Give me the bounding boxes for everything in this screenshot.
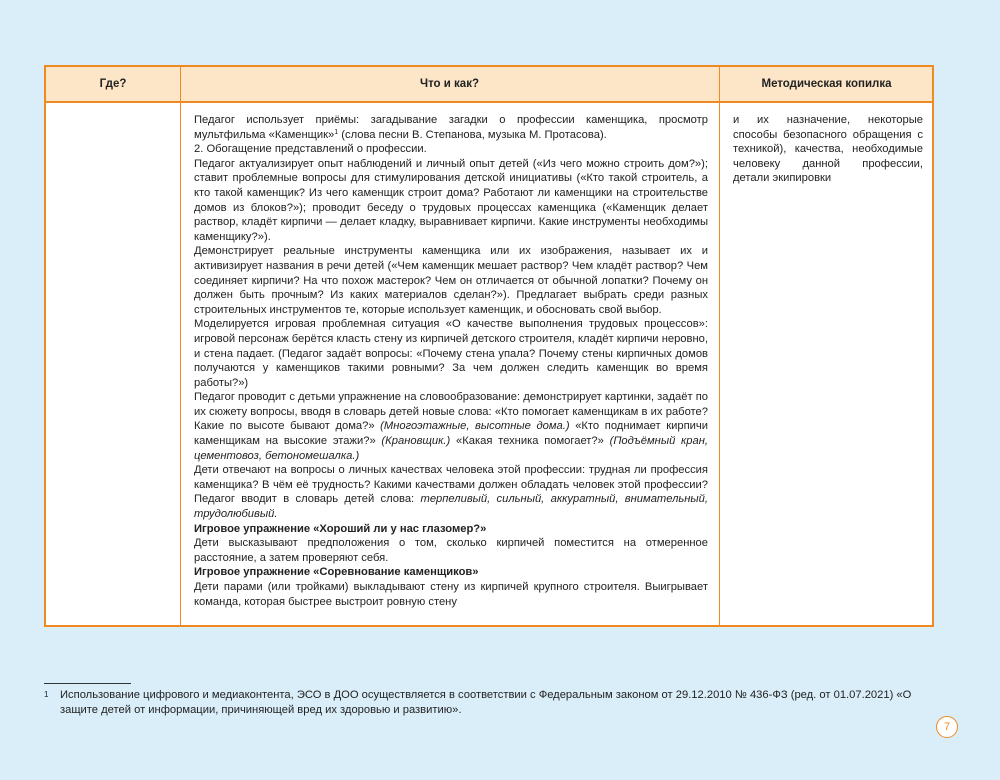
footnote bbox=[44, 688, 934, 717]
cell-what-how bbox=[194, 113, 708, 609]
footnote-number: 1 bbox=[44, 690, 49, 699]
footnote-text: Использование цифрового и медиаконтента, ЭСО в ДОО осуществляется в соответствии с Федеральным законом от 29.12.2010 № 436-ФЗ (ред. от 01.07.2021) «О защите детей от информации, причиняющей вред их здоровью и развитию». bbox=[60, 689, 912, 716]
method-text: и их назначение, некоторые способы безопасного обращения с техникой), качества, необходимые человеку данной профессии, детали экипировки bbox=[733, 114, 923, 185]
header-where: Где? bbox=[99, 78, 127, 90]
activity-table bbox=[44, 65, 934, 627]
footnote-ref: 1 bbox=[334, 128, 339, 136]
paragraph: Педагог актуализирует опыт наблюдений и личный опыт детей («Из чего можно строить дом?»); ставит проблемные вопросы для стимулирования детской инициативы («Кто такой строитель, а кто такой каменщик? Из чего каменщик строит дома? Работают ли каменщики на строительстве домов из блоков?»); проводит беседу о трудовых процессах каменщика («Каменщик делает раствор, кладёт кирпичи — делает кладку, выравнивает кирпичи. Какие инструменты необходимы каменщику?»). bbox=[194, 157, 708, 243]
page-number: 7 bbox=[936, 716, 958, 738]
paragraph: Демонстрирует реальные инструменты каменщика или их изображения, называет их и активизирует названия в речи детей («Чем каменщик мешает раствор? Чем кладёт раствор? Чем соединяет кирпичи? На что похож мастерок? Чем он отличается от обычной лопатки? Почему он должен быть прочным? Из каких материалов сделан?»). Предлагает выбрать среди разных строительных инструментов те, которые использует каменщик, и обосновать свой выбор. bbox=[194, 245, 708, 316]
column-divider bbox=[180, 67, 181, 625]
cell-method bbox=[733, 113, 923, 186]
table-header-row bbox=[46, 67, 932, 103]
game-title: Игровое упражнение «Хороший ли у нас глазомер?» bbox=[194, 522, 487, 535]
header-method: Методическая копилка bbox=[761, 78, 892, 90]
paragraph: Дети высказывают предположения о том, сколько кирпичей поместится на отмеренное расстояние, а затем проверяют себя. bbox=[194, 537, 708, 564]
paragraph: Дети отвечают на вопросы о личных качествах человека этой профессии: трудная ли профессия каменщика? В чём её трудность? Какими качествами должен обладать человек этой профессии? Педагог вводит в словарь детей слова: терпеливый, сильный, аккуратный, внимательный, трудолюбивый. bbox=[194, 464, 708, 521]
column-divider bbox=[719, 67, 720, 625]
paragraph: 2. Обогащение представлений о профессии. bbox=[194, 143, 427, 156]
paragraph: Дети парами (или тройками) выкладывают стену из кирпичей крупного строителя. Выигрывает команда, которая быстрее выстроит ровную стену bbox=[194, 581, 708, 608]
game-title: Игровое упражнение «Соревнование каменщиков» bbox=[194, 566, 479, 579]
footnote-divider bbox=[44, 683, 131, 684]
paragraph: Педагог проводит с детьми упражнение на словообразование: демонстрирует картинки, задаёт по их сюжету вопросы, вводя в словарь детей новые слова: «Кто помогает каменщикам в их работе? Какие по высоте бывают дома?» (Многоэтажные, высотные дома.) «Кто поднимает кирпичи каменщикам на высокие этажи?» (Крановщик.) «Какая техника помогает?» (Подъёмный кран, цементовоз, бетономешалка.) bbox=[194, 391, 709, 462]
paragraph: Моделируется игровая проблемная ситуация «О качестве выполнения трудовых процессов»: игровой персонаж берётся класть стену из кирпичей детского строителя, кладёт кирпичи неровно, и стена падает. (Педагог задаёт вопросы: «Почему стена упала? Почему стены кирпичных домов получаются у каменщиков такими ровными? За чем должен следить каменщик во время работы?») bbox=[194, 318, 708, 389]
header-what-how: Что и как? bbox=[420, 78, 479, 90]
paragraph: Педагог использует приёмы: загадывание загадки о профессии каменщика, просмотр мультфильма «Каменщик»$^1$ (слова песни В. Степанова, музыка М. Протасова). bbox=[194, 114, 708, 141]
